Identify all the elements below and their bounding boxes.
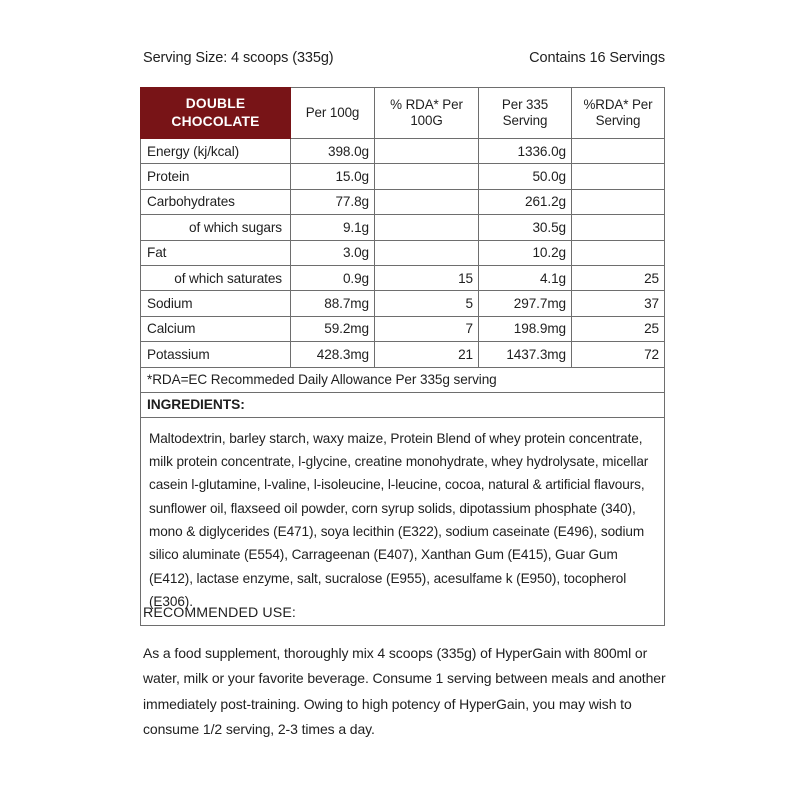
header-rda-per-serving-line1: %RDA* Per bbox=[583, 96, 653, 112]
value-per-serving: 297.7mg bbox=[479, 291, 572, 316]
table-row bbox=[141, 189, 665, 214]
nutrition-facts-table bbox=[140, 87, 665, 626]
ingredients-title: INGREDIENTS: bbox=[141, 392, 665, 417]
value-per-100g: 9.1g bbox=[291, 215, 375, 240]
recommended-use-section bbox=[143, 605, 668, 743]
table-header-row bbox=[141, 88, 665, 139]
ingredients-body-row bbox=[141, 417, 665, 625]
value-per-serving: 261.2g bbox=[479, 189, 572, 214]
table-row bbox=[141, 240, 665, 265]
header-rda-per-100g bbox=[375, 88, 479, 139]
value-per-serving: 50.0g bbox=[479, 164, 572, 189]
header-rda-per-serving-line2: Serving bbox=[595, 113, 641, 128]
header-per-335-line1: Per 335 bbox=[501, 96, 549, 112]
value-rda-per-serving: 25 bbox=[572, 265, 665, 290]
value-rda-per-serving: 72 bbox=[572, 342, 665, 367]
value-rda-per-serving bbox=[572, 189, 665, 214]
value-rda-per-serving: 37 bbox=[572, 291, 665, 316]
table-row bbox=[141, 139, 665, 164]
value-per-100g: 398.0g bbox=[291, 139, 375, 164]
header-per-335-line2: Serving bbox=[502, 113, 548, 128]
value-per-100g: 0.9g bbox=[291, 265, 375, 290]
value-per-serving: 1336.0g bbox=[479, 139, 572, 164]
serving-info-line bbox=[143, 50, 665, 66]
value-per-serving: 1437.3mg bbox=[479, 342, 572, 367]
nutrient-name: Fat bbox=[141, 240, 291, 265]
value-per-100g: 428.3mg bbox=[291, 342, 375, 367]
value-per-serving: 10.2g bbox=[479, 240, 572, 265]
flavor-name-line2: CHOCOLATE bbox=[171, 114, 260, 129]
header-rda-per-100g-line1: % RDA* Per bbox=[390, 96, 463, 112]
table-row bbox=[141, 164, 665, 189]
value-per-serving: 30.5g bbox=[479, 215, 572, 240]
value-per-100g: 15.0g bbox=[291, 164, 375, 189]
value-rda-per-100g: 5 bbox=[375, 291, 479, 316]
value-per-100g: 88.7mg bbox=[291, 291, 375, 316]
value-per-100g: 59.2mg bbox=[291, 316, 375, 341]
header-per-335-serving bbox=[479, 88, 572, 139]
contains-servings-label: Contains 16 Servings bbox=[529, 50, 665, 66]
nutrient-name: of which sugars bbox=[141, 215, 291, 240]
header-rda-per-100g-line2: 100G bbox=[410, 113, 443, 128]
value-per-serving: 4.1g bbox=[479, 265, 572, 290]
value-rda-per-serving bbox=[572, 164, 665, 189]
value-per-100g: 77.8g bbox=[291, 189, 375, 214]
value-rda-per-100g: 21 bbox=[375, 342, 479, 367]
nutrient-name: Carbohydrates bbox=[141, 189, 291, 214]
nutrient-name: Protein bbox=[141, 164, 291, 189]
value-rda-per-serving bbox=[572, 215, 665, 240]
rda-footnote: *RDA=EC Recommeded Daily Allowance Per 335g serving bbox=[141, 367, 665, 392]
serving-size-label: Serving Size: 4 scoops (335g) bbox=[143, 50, 334, 66]
value-rda-per-100g bbox=[375, 164, 479, 189]
nutrient-name: Sodium bbox=[141, 291, 291, 316]
recommended-use-title: RECOMMENDED USE: bbox=[143, 605, 296, 621]
table-row bbox=[141, 265, 665, 290]
value-rda-per-100g bbox=[375, 215, 479, 240]
table-row bbox=[141, 291, 665, 316]
value-per-100g: 3.0g bbox=[291, 240, 375, 265]
flavor-header-cell bbox=[141, 88, 291, 139]
table-row bbox=[141, 342, 665, 367]
table-row bbox=[141, 316, 665, 341]
value-rda-per-100g bbox=[375, 189, 479, 214]
nutrient-name: Calcium bbox=[141, 316, 291, 341]
nutrient-name: Potassium bbox=[141, 342, 291, 367]
ingredients-list: Maltodextrin, barley starch, waxy maize, Protein Blend of whey protein concentrate, milk protein concentrate, l-glycine, creatine monohydrate, whey hydrolysate, micellar casein l-glutamine, l-valine, l-isoleucine, l-leucine, cocoa, natural & artificial flavours, sunflower oil, flaxseed oil powder, corn syrup solids, dipotassium phosphate (340), mono & diglycerides (E471), soya lecithin (E322), sodium caseinate (E496), sodium silico aluminate (E554), Carrageenan (E407), Xanthan Gum (E415), Guar Gum (E412), lactase enzyme, salt, sucralose (E955), acesulfame k (E950), tocopherol (E306). bbox=[141, 417, 665, 625]
value-rda-per-100g bbox=[375, 139, 479, 164]
value-rda-per-100g: 7 bbox=[375, 316, 479, 341]
table-row bbox=[141, 215, 665, 240]
value-rda-per-100g: 15 bbox=[375, 265, 479, 290]
value-rda-per-serving: 25 bbox=[572, 316, 665, 341]
flavor-name-line1: DOUBLE bbox=[185, 96, 246, 112]
value-rda-per-serving bbox=[572, 139, 665, 164]
ingredients-title-row bbox=[141, 392, 665, 417]
nutrient-name: Energy (kj/kcal) bbox=[141, 139, 291, 164]
header-per-100g: Per 100g bbox=[291, 88, 375, 139]
value-rda-per-100g bbox=[375, 240, 479, 265]
value-rda-per-serving bbox=[572, 240, 665, 265]
footnote-row bbox=[141, 367, 665, 392]
recommended-use-body: As a food supplement, thoroughly mix 4 scoops (335g) of HyperGain with 800ml or water, milk or your favorite beverage. Consume 1 serving between meals and another immediately post-training. Owing to high potency of HyperGain, you may wish to consume 1/2 serving, 2-3 times a day. bbox=[143, 645, 666, 738]
value-per-serving: 198.9mg bbox=[479, 316, 572, 341]
nutrient-name: of which saturates bbox=[141, 265, 291, 290]
header-rda-per-serving bbox=[572, 88, 665, 139]
